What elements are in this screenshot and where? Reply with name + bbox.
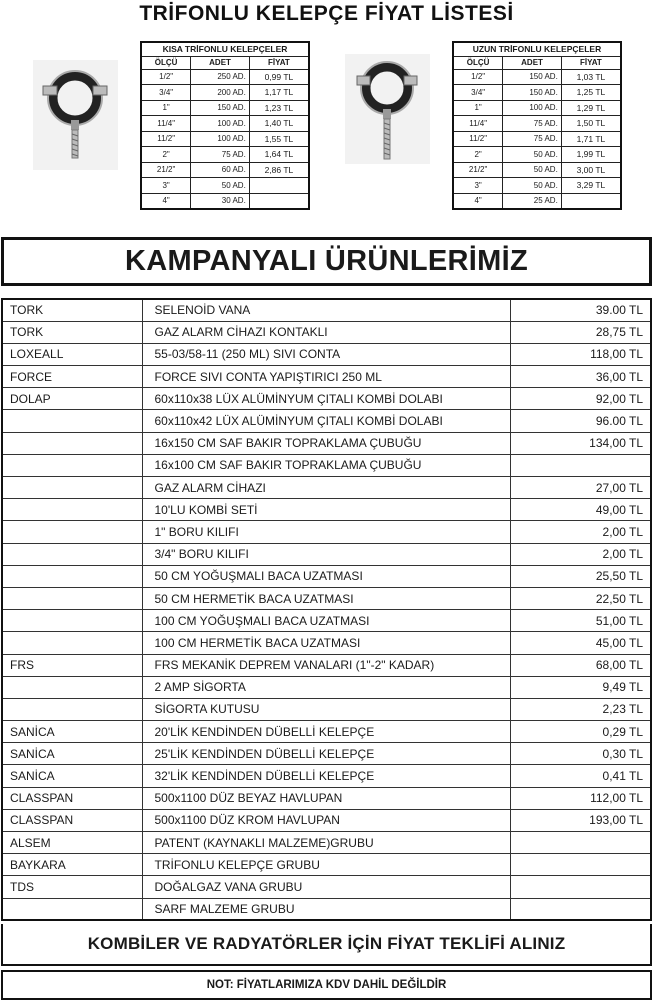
quantity-cell: 50 AD. [191,178,250,194]
product-cell: GAZ ALARM CİHAZI KONTAKLI [142,321,510,343]
price-cell: 2,00 TL [510,543,651,565]
brand-cell [2,698,142,720]
size-cell: 1" [453,100,503,116]
price-cell: 25,50 TL [510,565,651,587]
size-cell: 11/4" [453,116,503,132]
brand-cell: DOLAP [2,388,142,410]
price-cell [510,832,651,854]
price-cell: 49,00 TL [510,499,651,521]
table-row [453,85,621,101]
column-header-size: ÖLÇÜ [453,56,503,69]
product-row [2,876,651,898]
product-cell: FRS MEKANİK DEPREM VANALARI (1"-2" KADAR) [142,654,510,676]
quantity-cell: 150 AD. [503,69,562,85]
brand-cell [2,610,142,632]
size-cell: 3/4" [141,85,191,101]
table-row [141,131,309,147]
product-row [2,854,651,876]
product-row [2,521,651,543]
brand-cell: CLASSPAN [2,809,142,831]
quantity-cell: 50 AD. [503,178,562,194]
product-row [2,632,651,654]
table-row [141,147,309,163]
price-cell: 0,29 TL [510,721,651,743]
quantity-cell: 30 AD. [191,193,250,209]
table-row [141,193,309,209]
table-row [453,162,621,178]
product-row [2,454,651,476]
product-row [2,388,651,410]
product-cell: 500x1100 DÜZ BEYAZ HAVLUPAN [142,787,510,809]
brand-cell: TDS [2,876,142,898]
size-cell: 3" [141,178,191,194]
price-cell: 2,00 TL [510,521,651,543]
price-cell: 0,30 TL [510,743,651,765]
table-row [453,69,621,85]
product-cell: SELENOİD VANA [142,299,510,321]
product-cell: 100 CM YOĞUŞMALI BACA UZATMASI [142,610,510,632]
price-cell [510,898,651,920]
product-row [2,787,651,809]
product-row [2,477,651,499]
price-cell [510,454,651,476]
price-cell: 2,86 TL [249,162,309,178]
quantity-cell: 250 AD. [191,69,250,85]
product-cell: SİGORTA KUTUSU [142,698,510,720]
product-row [2,765,651,787]
product-cell: 32'LİK KENDİNDEN DÜBELLİ KELEPÇE [142,765,510,787]
table-row [453,193,621,209]
long-table-caption: UZUN TRİFONLU KELEPÇELER [453,42,621,56]
brand-cell [2,521,142,543]
product-cell: 10'LU KOMBİ SETİ [142,499,510,521]
campaign-products-table [1,298,652,921]
brand-cell [2,454,142,476]
table-row [453,178,621,194]
table-row [141,178,309,194]
brand-cell: FRS [2,654,142,676]
product-row [2,299,651,321]
product-cell: FORCE SIVI CONTA YAPIŞTIRICI 250 ML [142,366,510,388]
product-row [2,432,651,454]
product-row [2,410,651,432]
quantity-cell: 100 AD. [191,116,250,132]
table-row [453,131,621,147]
product-row [2,543,651,565]
brand-cell: ALSEM [2,832,142,854]
price-cell: 1,17 TL [249,85,309,101]
brand-cell: CLASSPAN [2,787,142,809]
product-row [2,898,651,920]
price-cell [249,193,309,209]
campaign-title: KAMPANYALI ÜRÜNLERİMİZ [1,237,652,286]
quantity-cell: 25 AD. [503,193,562,209]
price-cell: 22,50 TL [510,587,651,609]
price-cell: 2,23 TL [510,698,651,720]
table-row [453,116,621,132]
product-cell: 500x1100 DÜZ KROM HAVLUPAN [142,809,510,831]
size-cell: 3/4" [453,85,503,101]
quantity-cell: 100 AD. [503,100,562,116]
column-header-price: FİYAT [249,56,309,69]
brand-cell: TORK [2,299,142,321]
brand-cell: SANİCA [2,743,142,765]
size-cell: 4" [453,193,503,209]
price-cell: 27,00 TL [510,477,651,499]
price-cell: 1,99 TL [561,147,621,163]
product-row [2,676,651,698]
size-cell: 21/2" [453,162,503,178]
size-cell: 11/2" [453,131,503,147]
price-cell [510,876,651,898]
column-header-quantity: ADET [503,56,562,69]
table-row [141,69,309,85]
brand-cell [2,543,142,565]
table-row [141,100,309,116]
product-row [2,654,651,676]
price-cell: 134,00 TL [510,432,651,454]
product-cell: 1" BORU KILIFI [142,521,510,543]
product-row [2,832,651,854]
price-cell: 1,71 TL [561,131,621,147]
product-row [2,499,651,521]
product-row [2,809,651,831]
price-cell: 39.00 TL [510,299,651,321]
size-cell: 3" [453,178,503,194]
short-clamp-table [140,41,310,210]
table-row [141,116,309,132]
pipe-clamp-long-icon [345,54,430,164]
brand-cell: FORCE [2,366,142,388]
product-cell: 3/4" BORU KILIFI [142,543,510,565]
price-cell: 193,00 TL [510,809,651,831]
product-row [2,610,651,632]
price-cell: 3,00 TL [561,162,621,178]
price-cell: 28,75 TL [510,321,651,343]
price-cell: 51,00 TL [510,610,651,632]
table-row [453,100,621,116]
quantity-cell: 50 AD. [503,162,562,178]
brand-cell [2,632,142,654]
product-cell: GAZ ALARM CİHAZI [142,477,510,499]
price-cell: 1,40 TL [249,116,309,132]
size-cell: 11/4" [141,116,191,132]
product-cell: 16x150 CM SAF BAKIR TOPRAKLAMA ÇUBUĞU [142,432,510,454]
quantity-cell: 75 AD. [191,147,250,163]
product-row [2,321,651,343]
price-cell: 1,25 TL [561,85,621,101]
column-header-size: ÖLÇÜ [141,56,191,69]
size-cell: 1/2" [141,69,191,85]
price-cell: 0,99 TL [249,69,309,85]
short-table-caption: KISA TRİFONLU KELEPÇELER [141,42,309,56]
column-header-price: FİYAT [561,56,621,69]
size-cell: 21/2" [141,162,191,178]
vat-note: NOT: FİYATLARIMIZA KDV DAHİL DEĞİLDİR [1,970,652,1000]
brand-cell [2,499,142,521]
price-cell [561,193,621,209]
product-cell: 55-03/58-11 (250 ML) SIVI CONTA [142,343,510,365]
brand-cell: LOXEALL [2,343,142,365]
product-cell: 2 AMP SİGORTA [142,676,510,698]
brand-cell: TORK [2,321,142,343]
page-title: TRİFONLU KELEPÇE FİYAT LİSTESİ [139,2,514,25]
product-row [2,698,651,720]
product-cell: 50 CM HERMETİK BACA UZATMASI [142,587,510,609]
size-cell: 2" [453,147,503,163]
brand-cell [2,587,142,609]
quantity-cell: 60 AD. [191,162,250,178]
quantity-cell: 150 AD. [191,100,250,116]
brand-cell [2,410,142,432]
brand-cell: BAYKARA [2,854,142,876]
long-clamp-table [452,41,622,210]
size-cell: 1/2" [453,69,503,85]
quantity-cell: 50 AD. [503,147,562,163]
product-row [2,366,651,388]
price-cell: 0,41 TL [510,765,651,787]
product-cell: DOĞALGAZ VANA GRUBU [142,876,510,898]
product-cell: 20'LİK KENDİNDEN DÜBELLİ KELEPÇE [142,721,510,743]
brand-cell: SANİCA [2,765,142,787]
brand-cell [2,676,142,698]
price-cell [510,854,651,876]
brand-cell [2,898,142,920]
quantity-cell: 75 AD. [503,116,562,132]
price-cell: 1,55 TL [249,131,309,147]
brand-cell [2,432,142,454]
column-header-quantity: ADET [191,56,250,69]
price-cell: 3,29 TL [561,178,621,194]
size-cell: 11/2" [141,131,191,147]
price-cell: 96.00 TL [510,410,651,432]
price-cell: 9,49 TL [510,676,651,698]
quantity-cell: 75 AD. [503,131,562,147]
price-cell: 92,00 TL [510,388,651,410]
product-row [2,743,651,765]
price-cell: 1,50 TL [561,116,621,132]
product-cell: PATENT (KAYNAKLI MALZEME)GRUBU [142,832,510,854]
product-cell: 50 CM YOĞUŞMALI BACA UZATMASI [142,565,510,587]
product-cell: TRİFONLU KELEPÇE GRUBU [142,854,510,876]
brand-cell [2,565,142,587]
price-cell: 45,00 TL [510,632,651,654]
brand-cell: SANİCA [2,721,142,743]
price-cell: 112,00 TL [510,787,651,809]
price-cell: 1,64 TL [249,147,309,163]
table-row [453,147,621,163]
price-cell: 36,00 TL [510,366,651,388]
product-row [2,565,651,587]
price-cell [249,178,309,194]
product-cell: 25'LİK KENDİNDEN DÜBELLİ KELEPÇE [142,743,510,765]
table-row [141,162,309,178]
product-cell: 60x110x38 LÜX ALÜMİNYUM ÇITALI KOMBİ DOLABI [142,388,510,410]
price-cell: 1,29 TL [561,100,621,116]
price-cell: 68,00 TL [510,654,651,676]
size-cell: 4" [141,193,191,209]
size-cell: 1" [141,100,191,116]
product-cell: 100 CM HERMETİK BACA UZATMASI [142,632,510,654]
product-cell: 16x100 CM SAF BAKIR TOPRAKLAMA ÇUBUĞU [142,454,510,476]
price-cell: 118,00 TL [510,343,651,365]
product-cell: SARF MALZEME GRUBU [142,898,510,920]
quantity-cell: 200 AD. [191,85,250,101]
size-cell: 2" [141,147,191,163]
product-row [2,721,651,743]
product-cell: 60x110x42 LÜX ALÜMİNYUM ÇITALI KOMBİ DOLABI [142,410,510,432]
price-cell: 1,03 TL [561,69,621,85]
product-row [2,343,651,365]
quantity-cell: 100 AD. [191,131,250,147]
pipe-clamp-short-icon [33,60,118,170]
quantity-cell: 150 AD. [503,85,562,101]
price-cell: 1,23 TL [249,100,309,116]
quote-request-banner: KOMBİLER VE RADYATÖRLER İÇİN FİYAT TEKLİFİ ALINIZ [1,924,652,966]
product-row [2,587,651,609]
brand-cell [2,477,142,499]
table-row [141,85,309,101]
